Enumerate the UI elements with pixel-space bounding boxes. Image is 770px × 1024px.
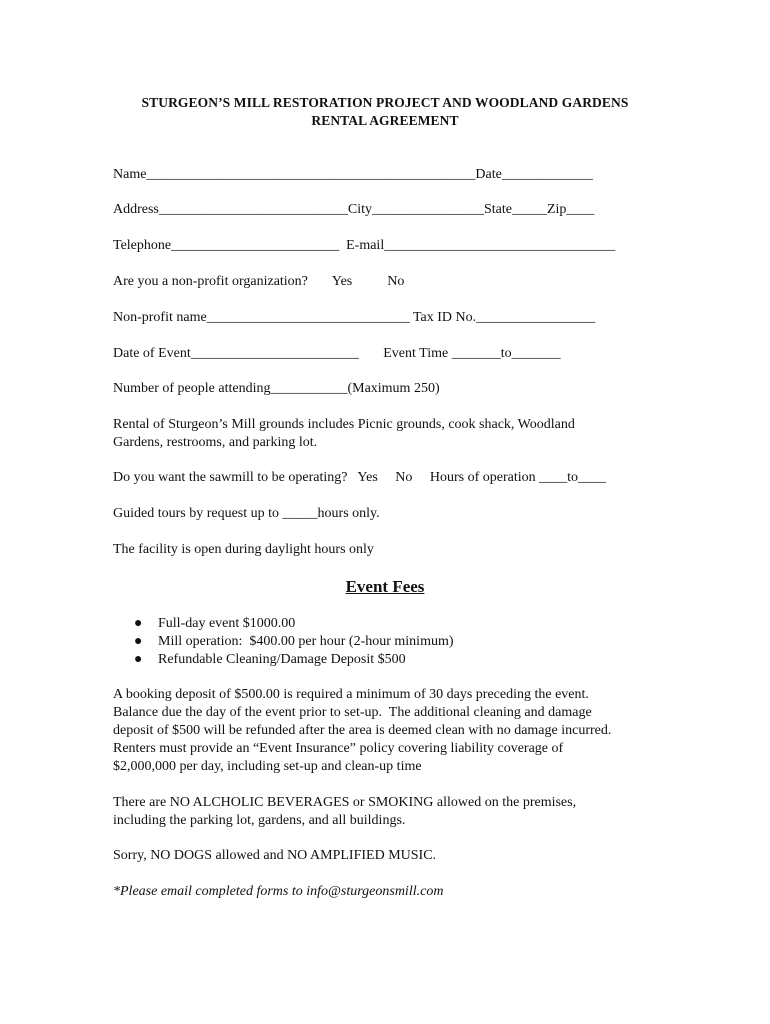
rules-line1: There are NO ALCHOLIC BEVERAGES or SMOKING allowed on the premises, [113,795,577,810]
rental-includes-line1: Rental of Sturgeon’s Mill grounds includes Picnic grounds, cook shack, Woodland [113,417,575,432]
facility-hours-line: The facility is open during daylight hours only [113,542,374,557]
event-date-time-line: Date of Event________________________ Event Time _______to_______ [113,346,561,361]
terms-line5: $2,000,000 per day, including set-up and clean-up time [113,759,422,774]
attendance-line: Number of people attending___________(Maximum 250) [113,381,440,396]
terms-line4: Renters must provide an “Event Insurance” policy covering liability coverage of [113,741,564,756]
nonprofit-name-taxid-line: Non-profit name_____________________________ Tax ID No._________________ [113,310,596,325]
terms-line3: deposit of $500 will be refunded after the area is deemed clean with no damage incurred. [113,723,612,738]
name-date-field-line: Name_______________________________________________Date_____________ [113,167,593,182]
rental-includes-line2: Gardens, restrooms, and parking lot. [113,435,318,450]
fee-item-text: Refundable Cleaning/Damage Deposit $500 [158,652,406,667]
rules-line2: including the parking lot, gardens, and all buildings. [113,813,406,828]
address-field-line: Address___________________________City________________State_____Zip____ [113,202,595,217]
document-title-line2: RENTAL AGREEMENT [311,113,459,128]
nonprofit-question-line: Are you a non-profit organization? Yes No [113,274,405,289]
terms-line2: Balance due the day of the event prior to set-up. The additional cleaning and damage [113,705,592,720]
event-fees-heading: Event Fees [345,577,425,596]
document-title-line1: STURGEON’S MILL RESTORATION PROJECT AND WOODLAND GARDENS [141,95,629,110]
bullet-icon: ● [134,616,143,631]
no-dogs-notice: Sorry, NO DOGS allowed and NO AMPLIFIED MUSIC. [113,848,437,863]
terms-line1: A booking deposit of $500.00 is required a minimum of 30 days preceding the event. [113,687,589,702]
telephone-email-field-line: Telephone________________________ E-mail_________________________________ [113,238,616,253]
guided-tours-line: Guided tours by request up to _____hours only. [113,506,380,521]
fee-item-text: Full-day event $1000.00 [158,616,296,631]
bullet-icon: ● [134,652,143,667]
bullet-icon: ● [134,634,143,649]
sawmill-operating-line: Do you want the sawmill to be operating? Yes No Hours of operation ____to____ [113,470,607,485]
email-instructions: *Please email completed forms to info@sturgeonsmill.com [113,884,444,899]
fee-item-text: Mill operation: $400.00 per hour (2-hour minimum) [158,634,454,649]
